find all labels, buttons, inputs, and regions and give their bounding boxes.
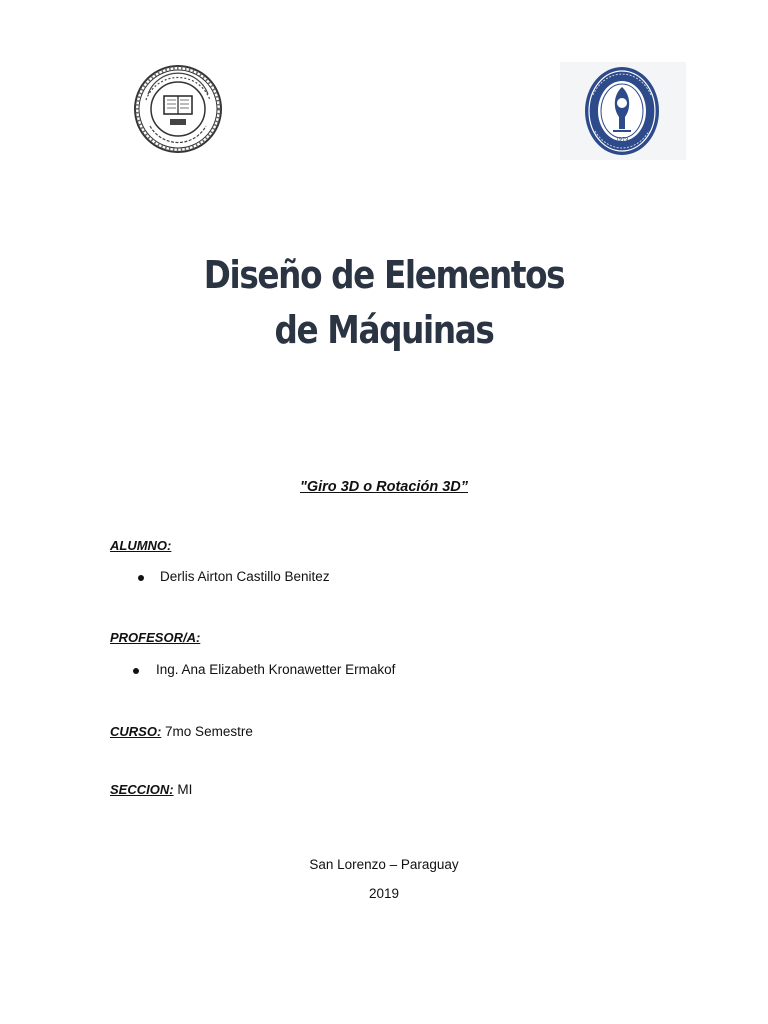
- seccion-line: [110, 782, 192, 797]
- profesor-label: PROFESOR/A:: [110, 630, 201, 645]
- university-seal-logo: [130, 64, 226, 154]
- seal-year: 1979: [615, 137, 629, 143]
- seccion-value: MI: [177, 782, 193, 797]
- curso-line: [110, 724, 253, 739]
- curso-label: CURSO:: [110, 724, 162, 739]
- topic-subtitle: "Giro 3D o Rotación 3D”: [299, 479, 468, 495]
- faculty-seal-logo: [583, 65, 661, 157]
- profesor-name: Ing. Ana Elizabeth Kronawetter Ermakof: [156, 662, 396, 677]
- curso-value: 7mo Semestre: [165, 724, 253, 739]
- footer-year: 2019: [368, 886, 400, 901]
- bullet-icon: [133, 668, 139, 674]
- alumno-name: Derlis Airton Castillo Benitez: [160, 569, 330, 584]
- document-title-line-2: de Máquinas: [274, 308, 494, 352]
- document-title-line-1: Diseño de Elementos: [203, 253, 565, 297]
- alumno-label: ALUMNO:: [110, 538, 172, 553]
- bullet-icon: [138, 575, 144, 581]
- footer-place: San Lorenzo – Paraguay: [309, 857, 459, 872]
- seccion-label: SECCION:: [110, 782, 174, 797]
